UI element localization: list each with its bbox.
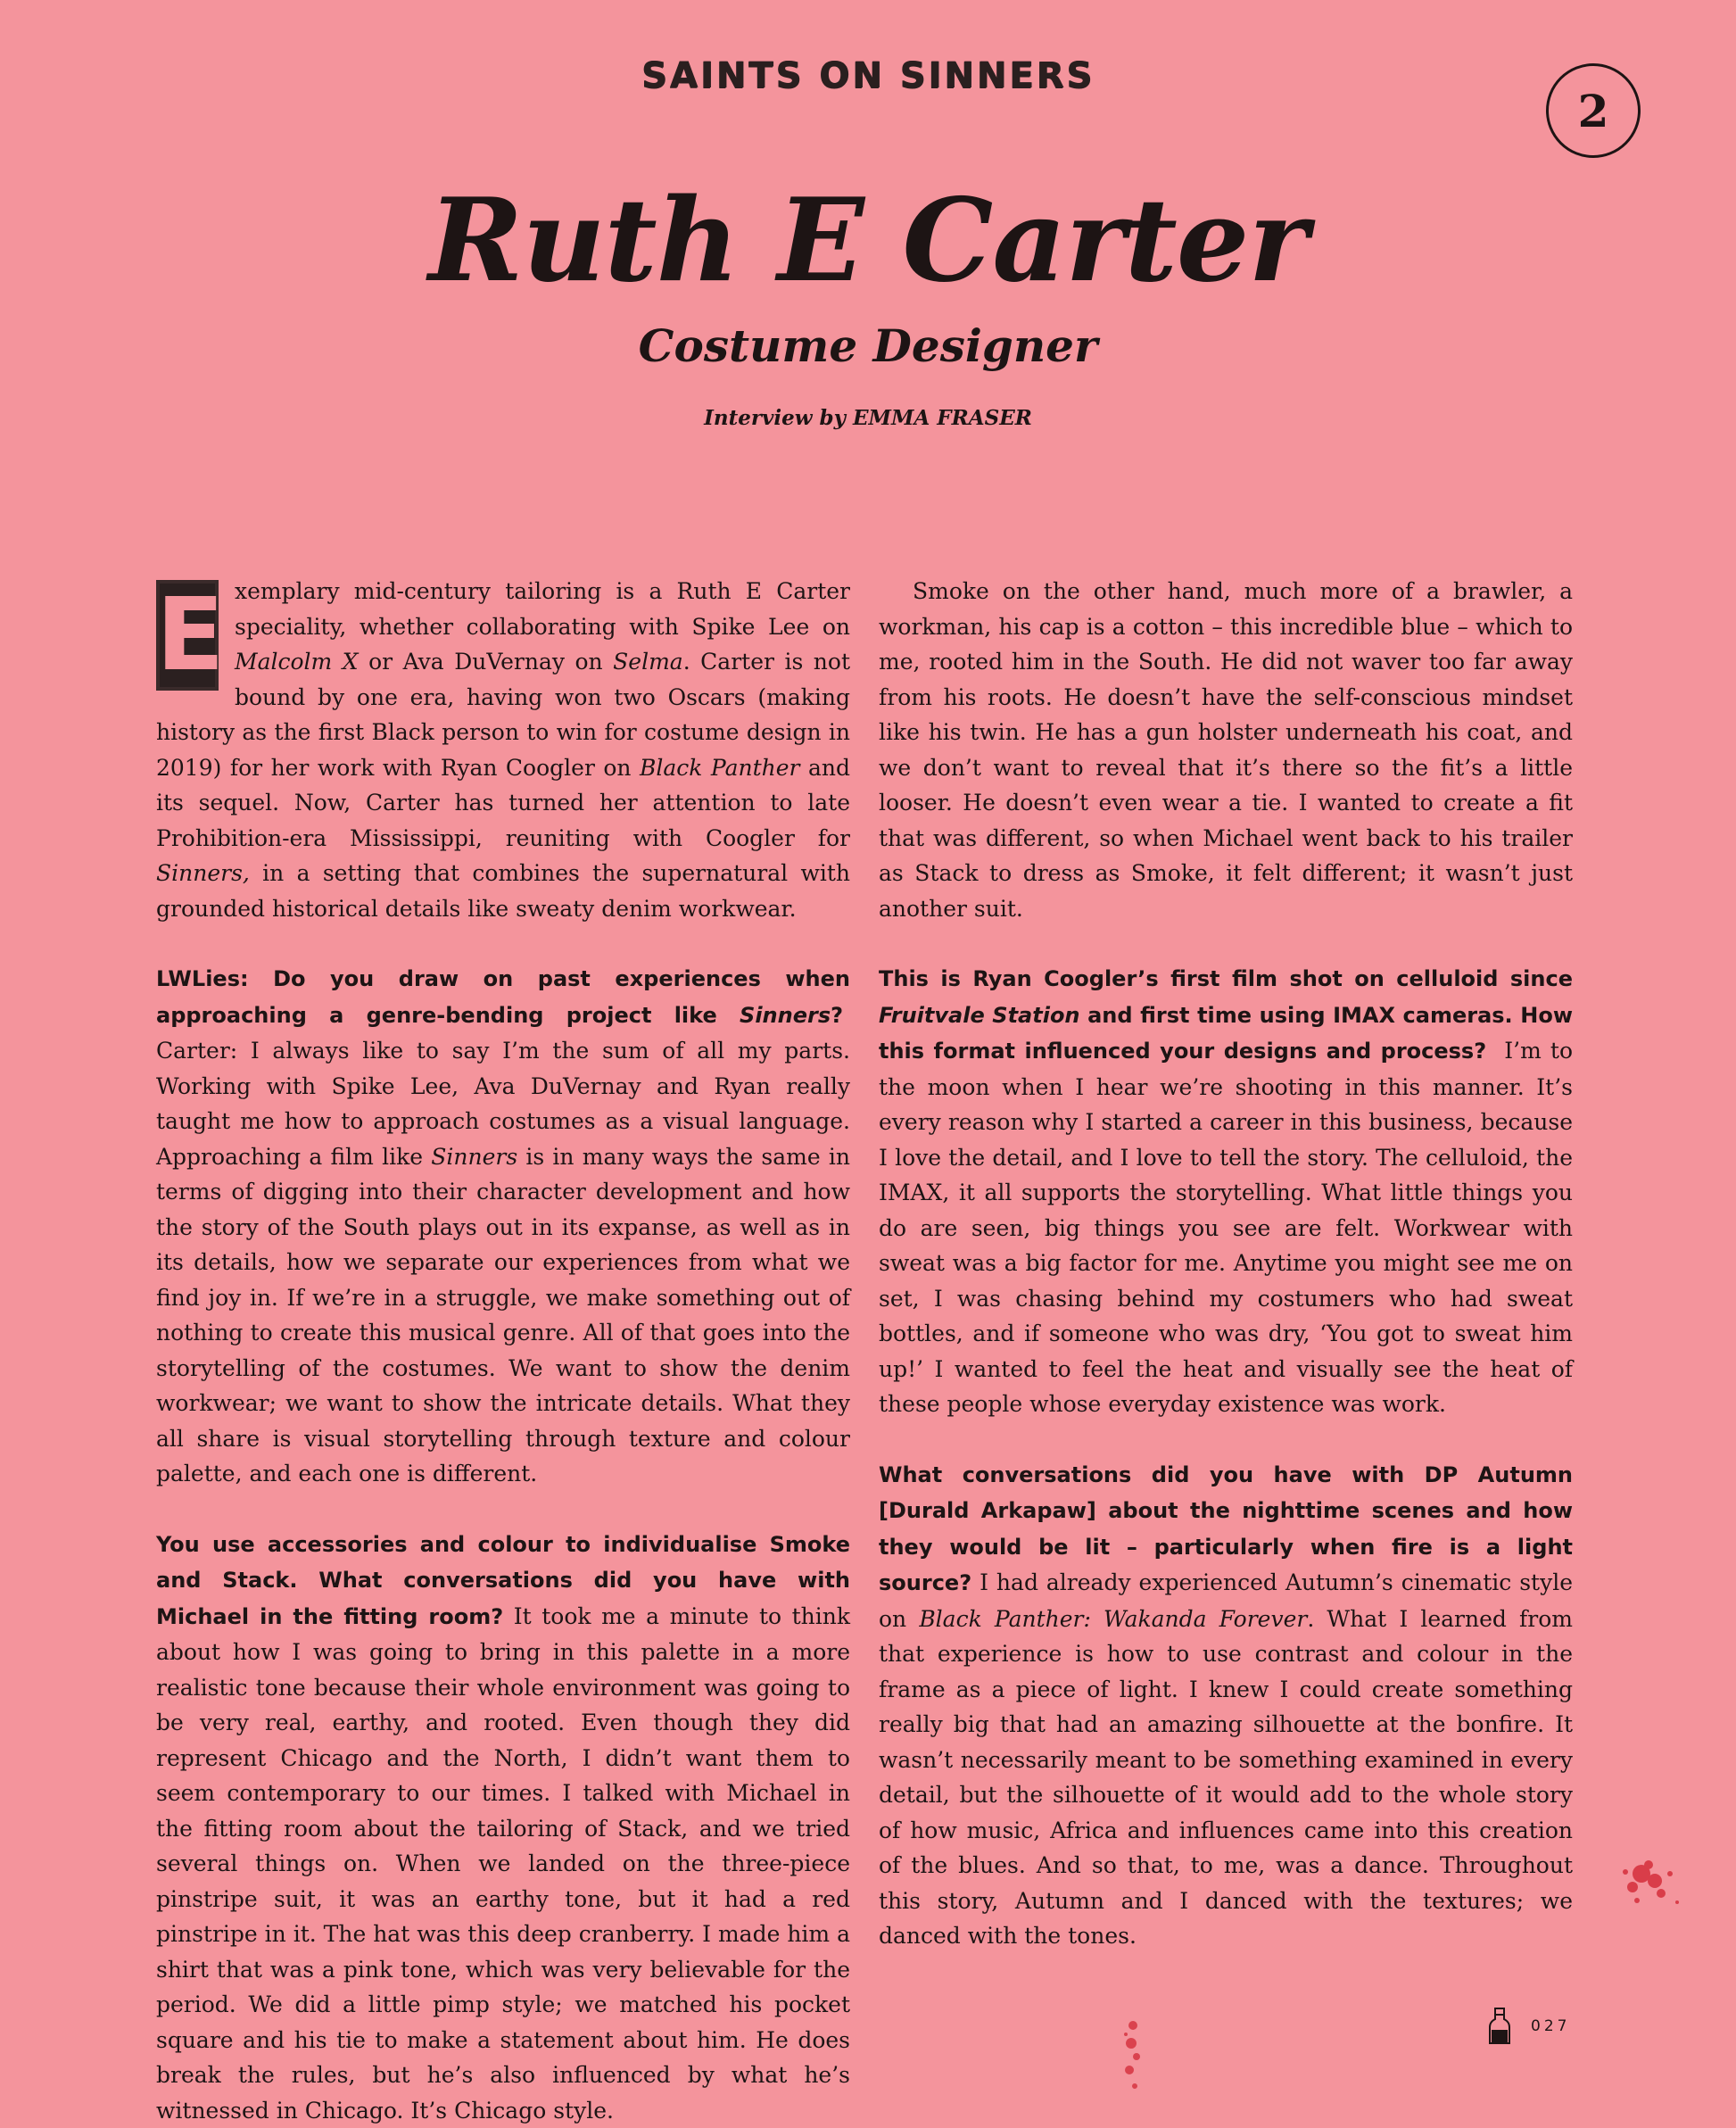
- qa-block-3: [879, 961, 1573, 1422]
- intro-paragraph: [156, 574, 850, 926]
- ink-splatter-right: [1606, 1838, 1713, 1945]
- intro-text: in a setting that combines the supernatural with grounded historical details like sweaty denim workwear.: [156, 860, 850, 922]
- answer-text: It took me a minute to think about how I was going to bring in this palette in a more realistic tone because their whole environment was going to be very real, earthy, and rooted. Even though they did represent Chicago and the North, I didn’t want them to seem contemporary to our times. I talked with Michael in the fitting room about the tailoring of Stack, and we tried several things on. When we landed on the three-piece pinstripe suit, it was an earthy tone, but it had a red pinstripe in it. The hat was this deep cranberry. I made him a shirt that was a pink tone, which was very believable for the period. We did a little pimp style; we matched his pocket square and his tie to make a statement about him. He does break the rules, but he’s also influenced by what he’s witnessed in Chicago. It’s Chicago style.: [156, 1603, 850, 2124]
- intro-text: xemplary mid-century tailoring is a Ruth E Carter speciality, whether collaborating with Spike Lee on: [235, 578, 850, 640]
- section-kicker: SAINTS ON SINNERS: [0, 55, 1736, 96]
- bottle-icon: [1488, 2008, 1511, 2045]
- article-byline: Interview by EMMA FRASER: [0, 406, 1736, 430]
- film-title: Sinners,: [156, 860, 250, 886]
- answer-text: Carter: I always like to say I’m the sum of all my parts. Working with Spike Lee, Ava DuVernay and Ryan really taught me how to approach costumes as a visual language. Approaching a film like: [156, 1038, 850, 1170]
- question-text: You use accessories and colour to individualise Smoke and Stack. What conversations did you have with Michael in the fitting room?: [156, 1532, 850, 1629]
- ink-splatter-bottom: [1106, 2008, 1160, 2106]
- answer-text: I had already experienced Autumn’s cinematic style on: [879, 1569, 1573, 1632]
- issue-number-badge: 2: [1546, 63, 1641, 158]
- intro-text: and its sequel. Now, Carter has turned her attention to late Prohibition-era Mississippi, reuniting with Coogler for: [156, 755, 850, 851]
- question-text: LWLies: Do you draw on past experiences when approaching a genre-bending project like Sinners?: [156, 966, 850, 1028]
- answer-text: I’m to the moon when I hear we’re shooting in this manner. It’s every reason why I started a career in this business, because I love the detail, and I love to tell the story. The celluloid, the IMAX, it all supports the storytelling. What little things you do are seen, big things you see are felt. Workwear with sweat was a big factor for me. Anytime you might see me on set, I was chasing behind my costumers who had sweat bottles, and if someone who was dry, ‘You got to sweat him up!’ I wanted to feel the heat and visually see the heat of these people whose everyday existence was work.: [879, 1038, 1573, 1417]
- drop-cap: E: [156, 580, 219, 691]
- text-column-right: [879, 574, 1573, 1954]
- answer-text: is in many ways the same in terms of digging into their character development and how the story of the South plays out in its expanse, as well as in its details, how we separate our experiences from what we find joy in. If we’re in a struggle, we make something out of nothing to create this musical genre. All of that goes into the storytelling of the costumes. We want to show the denim workwear; we want to show the intricate details. What they all share is visual storytelling through texture and colour palette, and each one is different.: [156, 1144, 850, 1487]
- page-folio: [1488, 2008, 1570, 2045]
- question-text: What conversations did you have with DP Autumn [Durald Arkapaw] about the nighttime scenes and how they would be lit – particularly when fire is a light source?: [879, 1462, 1573, 1596]
- intro-text: or Ava DuVernay on: [359, 649, 614, 675]
- text-column-left: [156, 574, 850, 2128]
- qa-block-4: [879, 1457, 1573, 1954]
- film-title: Black Panther: Wakanda Forever: [919, 1606, 1307, 1632]
- film-title: Black Panther: [640, 755, 800, 781]
- film-title: Sinners: [431, 1144, 517, 1170]
- page-number: 027: [1531, 2017, 1570, 2035]
- article-title: Ruth E Carter: [0, 178, 1736, 304]
- answer-text: . What I learned from that experience is how to use contrast and colour in the frame as a piece of light. I knew I could create something really big that had an amazing silhouette at the bonfire. It wasn’t necessarily meant to be something examined in every detail, but the silhouette of it would add to the whole story of how music, Africa and influences came into this creation of the blues. And so that, to me, was a dance. Throughout this story, Autumn and I danced with the textures; we danced with the tones.: [879, 1606, 1573, 1950]
- article-subtitle: Costume Designer: [0, 319, 1736, 373]
- film-title: Malcolm X: [235, 649, 359, 675]
- question-text: This is Ryan Coogler’s first film shot on celluloid since Fruitvale Station and first time using IMAX cameras. How this format influenced your designs and process?: [879, 966, 1573, 1064]
- intro-text: . Carter is not bound by one era, having won two Oscars (making history as the first Black person to win for costume design in 2019) for her work with Ryan Coogler on: [156, 649, 850, 781]
- film-title: Selma: [613, 649, 683, 675]
- answer-paragraph: Smoke on the other hand, much more of a brawler, a workman, his cap is a cotton – this incredible blue – which to me, rooted him in the South. He did not waver too far away from his roots. He doesn’t have the self-conscious mindset like his twin. He has a gun holster underneath his coat, and we don’t want to reveal that it’s there so the fit’s a little looser. He doesn’t even wear a tie. I wanted to create a fit that was different, so when Michael went back to his trailer as Stack to dress as Smoke, it felt different; it wasn’t just another suit.: [879, 574, 1573, 926]
- qa-block-1: [156, 961, 850, 1492]
- qa-block-2: [156, 1527, 850, 2128]
